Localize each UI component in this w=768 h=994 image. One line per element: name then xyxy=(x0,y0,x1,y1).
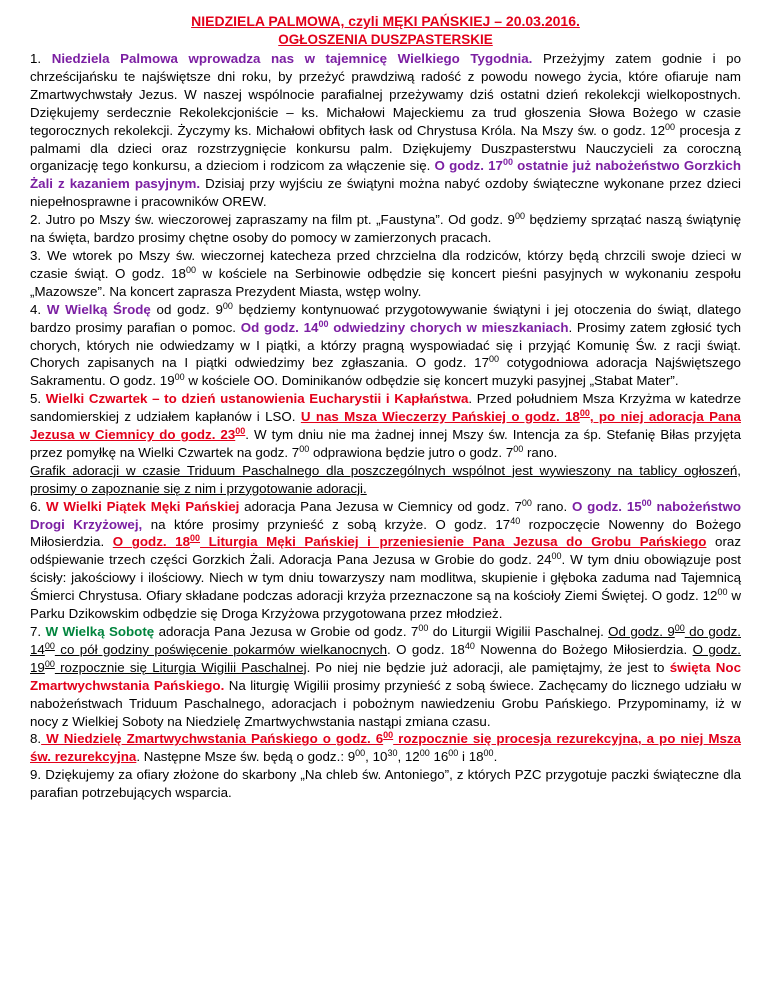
text-segment: nabożeństwo Drogi Krzyżowej, xyxy=(30,498,742,532)
text-segment: Dziękujemy za ofiary złożone do skarbony „Na chleb św. Antoniego”, z których PZC przygotuje paczki świąteczne dla parafian potrzebujących wsparcia. xyxy=(30,767,741,801)
time-superscript: 00 xyxy=(44,658,55,669)
text-segment: O godz. 19 xyxy=(109,373,175,389)
time-superscript: 00 xyxy=(579,408,590,419)
announcement-item xyxy=(30,623,741,730)
text-segment: procesja z palmami dla dzieci oraz rozstrzygnięcie konkursu palm. xyxy=(30,122,741,156)
text-segment: rano xyxy=(531,498,564,514)
page-subtitle: OGŁOSZENIA DUSZPASTERSKIE xyxy=(278,32,493,47)
text-segment: U nas Msza Wieczerzy Pańskiej o godz. 18 xyxy=(300,409,580,425)
time-superscript: 00 xyxy=(44,640,55,651)
text-segment: rozpocznie się Liturgia Wigilii Paschalnej xyxy=(54,659,307,675)
time-superscript: 00 xyxy=(418,623,429,633)
text-segment: 6. xyxy=(30,498,42,514)
text-segment: 1 xyxy=(30,51,38,66)
announcement-item xyxy=(30,390,741,462)
time-superscript: 00 xyxy=(502,157,513,168)
text-segment: Na liturgię Wigilii prosimy przynieść z sobą świece. xyxy=(224,677,539,693)
text-segment: . xyxy=(600,624,609,639)
time-superscript: 00 xyxy=(489,354,500,365)
text-segment: , po niej adoracja Pana Jezusa w Ciemnicy do godz. 23 xyxy=(30,409,741,443)
text-segment: Dzisiaj przy wyjściu ze świątyni można nabyć ozdoby świąteczne wykonane przez dzieci niepełnosprawne i pracowników OREW. xyxy=(30,176,741,210)
text-segment: 3. xyxy=(30,247,42,263)
text-segment: 2. xyxy=(30,212,42,228)
announcement-item xyxy=(30,462,741,498)
text-segment: w kościele na Serbinowie odbędzie się koncert pieśni pasyjnych w wykonaniu zespołu „Mazowsze”. xyxy=(30,265,741,299)
text-segment: O godz. 18 xyxy=(112,534,191,550)
text-segment: Dziękujemy Duszpasterstwu Nauczycieli za coroczną organizację tego konkursu, a dzieciom i rodzicom za włączenie się. xyxy=(30,140,741,174)
time-superscript: 00 xyxy=(513,443,524,454)
announcement-item xyxy=(30,50,741,211)
time-superscript: 00 xyxy=(674,623,685,633)
time-superscript: 00 xyxy=(383,730,394,741)
time-superscript: 30 xyxy=(387,748,398,759)
text-segment: , 12 xyxy=(397,749,420,765)
text-segment: W Wielką Środę xyxy=(41,301,151,317)
time-superscript: 00 xyxy=(717,587,728,598)
text-segment: W Wielki Piątek Męki Pańskiej xyxy=(41,498,240,514)
text-segment: rozpoczęcie Nowenny do Bożego Miłosierdzia xyxy=(30,516,741,550)
text-segment: Niedziela Palmowa wprowadza nas w tajemnicę Wielkiego Tygodnia. xyxy=(51,51,533,66)
text-segment: . Przed południem Msza Krzyżma w katedrze sandomierskiej z udziałem kapłanów i LSO. xyxy=(30,391,741,425)
time-superscript: 00 xyxy=(299,443,310,454)
text-segment: . W tym dniu nie ma żadnej innej Mszy św. Intencja za śp. Stefanię Biłas przyjęta przez pomyłkę na Wielki Czwartek na godz. 7 xyxy=(30,427,742,460)
text-segment: W Wielką Sobotę xyxy=(41,624,155,639)
text-segment: w Parku Dzikowskim odbędzie się Droga Krzyżowa przygotowana przez młodzież. xyxy=(30,588,742,622)
text-segment: ostatnie już nabożeństwo Gorzkich Żali z kazaniem pasyjnym. xyxy=(30,158,741,192)
text-segment: Wielki Czwartek – to dzień ustanowienia Eucharystii i Kapłaństwa xyxy=(41,391,469,407)
time-superscript: 00 xyxy=(235,426,246,437)
announcement-item xyxy=(30,498,741,623)
text-segment: święta Noc Zmartwychwstania Pańskiego. xyxy=(30,659,741,693)
time-superscript: 00 xyxy=(355,748,366,759)
announcements xyxy=(30,50,741,802)
text-segment: Następne Msze św. będą o godz.: 9 xyxy=(143,749,356,765)
text-segment: Od godz. 9 xyxy=(608,624,675,639)
text-segment: rano. xyxy=(523,444,558,460)
text-segment: . W tym dniu obowiązuje post ścisły: jakościowy i ilościowy. Niech w tym dniu towarzyszy nam modlitwa, skupienie i głęboka zaduma nad Tajemnicą Śmierci Chrystusa. xyxy=(30,552,742,604)
text-segment: Od godz. 9 xyxy=(448,212,515,228)
text-segment: odwiedziny chorych w mieszkaniach xyxy=(328,319,569,335)
text-segment: O godz. 17 xyxy=(435,516,511,532)
time-superscript: 00 xyxy=(190,533,201,544)
time-superscript: 40 xyxy=(510,515,521,526)
text-segment: 4. xyxy=(30,301,42,317)
text-segment: We wtorek po Mszy św. wieczornej katecheza przed chrzcielna dla rodziców, którzy będą chrzcili swoje dzieci w czasie świąt. xyxy=(30,247,741,281)
text-segment: Nowenna do Bożego Miłosierdzia. xyxy=(474,641,693,657)
time-superscript: 00 xyxy=(514,211,525,222)
text-segment: co pół godziny poświęcenie pokarmów wielkanocnych xyxy=(54,641,388,657)
announcement-item xyxy=(30,301,741,391)
text-segment: adoracja Pana Jezusa w Grobie od godz. 7 xyxy=(154,624,419,639)
text-segment: Liturgia Męki Pańskiej i przeniesienie Pana Jezusa do Grobu Pańskiego xyxy=(200,534,707,550)
page-title: NIEDZIELA PALMOWA, czyli MĘKI PAŃSKIEJ – 20.03.2016. xyxy=(191,13,580,29)
text-segment: Jutro po Mszy św. wieczorowej zapraszamy na film pt. „Faustyna”. xyxy=(41,212,449,228)
text-segment: Przypominamy, iż w nocy z Wielkiej Soboty na Niedzielę Zmartwychwstania nastąpi zmiana czasu. xyxy=(30,695,741,729)
text-segment: . xyxy=(563,498,572,514)
text-segment: W naszej wspólnocie parafialnej przeżywamy dziś ostatni dzień rekolekcji wielkopostnych. Dziękujemy serdecznie Rekolekcjoniście – ks. Michałowi Majeckiemu za trud głoszenia Słowa Bożego w czasie tegorocznych rekolekcji. Życzymy ks. Michałowi obfitych łask od Chrystusa Króla. Na Mszy św. o godz. 12 xyxy=(30,86,741,138)
text-segment: od godz. 7 xyxy=(457,498,522,514)
text-segment: . Prosimy zatem zgłosić tych chorych, których nie odwiedzamy w I piątki, a którzy pragną wyspowiadać się i przyjąć Komunię Św. z racji świąt. Chorych zapisanych na I piątki odwiedzimy bez zgłaszania. O godz. 17 xyxy=(30,319,741,371)
announcement-item xyxy=(30,766,741,802)
text-segment: cotygodniowa adoracja Najświętszego Sakramentu. xyxy=(30,355,741,389)
text-segment: . xyxy=(100,534,113,550)
text-segment: będziemy kontynuować przygotowywanie świątyni i jej otoczenia do świąt, dlatego bardzo prosimy parafian o pomoc. xyxy=(30,301,741,335)
text-segment: do godz. 14 xyxy=(30,624,741,657)
time-superscript: 00 xyxy=(483,748,494,759)
time-superscript: 00 xyxy=(448,748,459,759)
text-segment: . O godz. 18 xyxy=(387,641,465,657)
text-segment: O godz. 15 xyxy=(571,498,642,514)
text-segment: W Niedzielę Zmartwychwstania Pańskiego o godz. 6 xyxy=(41,731,384,747)
text-segment: Przeżyjmy zatem godnie i po chrześcijańsku te najświętsze dni roku, by przeżyć prawdziwą radość z powodu nowego życia, które ofiaruje nam Zmartwychwstały Jezus. xyxy=(30,51,741,102)
text-segment: w kościele OO. Dominikanów odbędzie się koncert muzyki pasyjnej „Stabat Mater”. xyxy=(184,373,679,389)
announcement-item xyxy=(30,211,741,247)
text-segment: O godz. 18 xyxy=(115,265,186,281)
text-segment: . xyxy=(136,749,144,765)
time-superscript: 00 xyxy=(521,497,532,508)
time-superscript: 00 xyxy=(318,318,329,329)
text-segment: będziemy sprzątać naszą świątynię na święta, bardzo prosimy chętne osoby do pomocy w zamierzonych pracach. xyxy=(30,212,742,246)
text-segment: . xyxy=(493,749,498,765)
text-segment: O godz. 19 xyxy=(30,641,742,675)
time-superscript: 00 xyxy=(174,372,185,383)
text-segment: , 10 xyxy=(365,749,388,765)
text-segment: oraz odśpiewanie trzech części Gorzkich Żali. xyxy=(30,534,742,568)
text-segment: Zachęcamy do licznego udziału w nabożeństwach Triduum Paschalnego, adoracjach i pobożnym nawiedzeniu Grobu Pańskiego. xyxy=(30,677,741,711)
text-segment: Od godz. 14 xyxy=(235,319,319,335)
text-segment: 9. xyxy=(30,767,42,783)
text-segment: Na koncert zaprasza Prezydent Miasta, wstęp wolny. xyxy=(105,283,422,299)
time-superscript: 00 xyxy=(419,748,430,759)
text-segment: 16 xyxy=(429,749,449,765)
text-segment: . Po niej nie będzie już adoracji, ale pamiętajmy, że jest to xyxy=(306,659,670,675)
time-superscript: 00 xyxy=(551,551,562,562)
time-superscript: 00 xyxy=(641,497,652,508)
text-segment: na które prosimy przynieść z sobą krzyże. xyxy=(142,516,436,532)
time-superscript: 00 xyxy=(222,300,233,311)
announcement-item xyxy=(30,730,741,766)
text-segment: adoracja Pana Jezusa w Ciemnicy xyxy=(239,498,458,514)
text-segment: Ofiary składane podczas adoracji krzyża przeznaczone są na kościoły Ziemi Świętej. O godz. 12 xyxy=(146,588,718,604)
text-segment: do Liturgii Wigilii Paschalnej xyxy=(428,624,601,639)
announcement-item xyxy=(30,247,741,301)
text-segment: 5. xyxy=(30,391,42,407)
text-segment: od godz. 9 xyxy=(150,301,223,317)
text-segment: Grafik adoracji w czasie Triduum Paschalnego dla poszczególnych wspólnot jest wywieszony na tablicy ogłoszeń, prosimy o zapoznanie się z nim i przygotowanie adoracji. xyxy=(30,462,741,496)
text-segment: O godz. 17 xyxy=(434,158,503,174)
time-superscript: 00 xyxy=(185,264,196,275)
text-segment: 8. xyxy=(30,731,42,747)
time-superscript: 00 xyxy=(665,121,676,132)
time-superscript: 40 xyxy=(464,640,475,651)
text-segment: Adoracja Pana Jezusa w Grobie do godz. 24 xyxy=(279,552,552,568)
text-segment: i 18 xyxy=(458,749,484,765)
text-segment: 7. xyxy=(30,624,42,639)
text-segment: rozpocznie się procesja rezurekcyjna, a po niej Msza św. rezurekcyjna xyxy=(30,731,741,765)
text-segment: . xyxy=(37,51,52,66)
text-segment: odprawiona będzie jutro o godz. 7 xyxy=(309,444,514,460)
